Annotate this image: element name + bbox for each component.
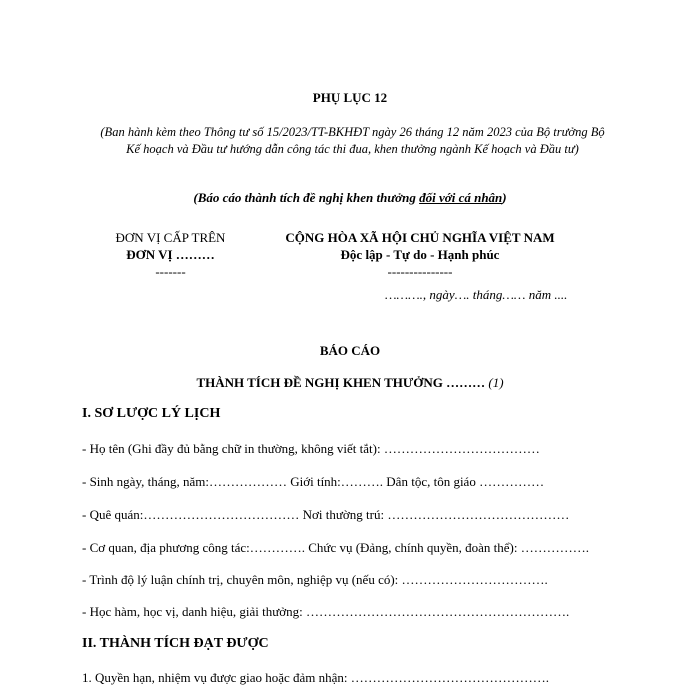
field-birth-gender-ethnicity: - Sinh ngày, tháng, năm:……………… Giới tính:………. Dân tộc, tôn giáo …………… bbox=[82, 474, 545, 489]
unit-name: ĐƠN VỊ ……… bbox=[126, 247, 215, 262]
issuance-note: (Ban hành kèm theo Thông tư số 15/2023/TT-BKHĐT ngày 26 tháng 12 năm 2023 của Bộ trưởng Bộ Kế hoạch và Đầu tư hướng dẫn công tác thi đua, khen thưởng ngành Kế hoạch và Đầu tư) bbox=[100, 125, 605, 156]
national-motto: Độc lập - Tự do - Hạnh phúc bbox=[340, 247, 500, 262]
section-1-heading: I. SƠ LƯỢC LÝ LỊCH bbox=[82, 406, 221, 421]
superior-unit: ĐƠN VỊ CẤP TRÊN bbox=[115, 230, 226, 245]
field-workplace-position: - Cơ quan, địa phương công tác:…………. Chức vụ (Đảng, chính quyền, đoàn thể): ……………. bbox=[82, 540, 589, 555]
report-subtitle-note: (1) bbox=[488, 375, 504, 390]
nation-name: CỘNG HÒA XÃ HỘI CHỦ NGHĨA VIỆT NAM bbox=[285, 230, 555, 245]
report-subtitle-text: THÀNH TÍCH ĐỀ NGHỊ KHEN THƯỞNG ……… bbox=[196, 375, 489, 390]
dateline: ………., ngày…. tháng…… năm .... bbox=[385, 287, 568, 302]
field-academic-titles: - Học hàm, học vị, danh hiệu, giải thưởng: ……………………………………………………. bbox=[82, 604, 570, 619]
report-title: BÁO CÁO bbox=[319, 343, 381, 358]
field-full-name: - Họ tên (Ghi đầy đủ bằng chữ in thường, không viết tắt): ……………………………… bbox=[82, 441, 540, 456]
report-form-prefix: (Báo cáo thành tích đề nghị khen thưởng bbox=[193, 190, 420, 205]
national-divider: --------------- bbox=[387, 264, 453, 279]
field-hometown-residence: - Quê quán:……………………………… Nơi thường trú: …………………………………… bbox=[82, 507, 570, 522]
report-subtitle bbox=[0, 375, 700, 391]
report-form-underlined: đối với cá nhân bbox=[419, 190, 503, 205]
unit-header bbox=[98, 229, 243, 280]
report-form-note bbox=[0, 190, 700, 206]
national-header bbox=[270, 229, 570, 280]
field-qualifications: - Trình độ lý luận chính trị, chuyên môn, nghiệp vụ (nếu có): ……………………………. bbox=[82, 572, 548, 587]
report-form-suffix: ) bbox=[502, 190, 507, 205]
field-duties: 1. Quyền hạn, nhiệm vụ được giao hoặc đảm nhận: ………………………………………. bbox=[82, 670, 550, 685]
appendix-title: PHỤ LỤC 12 bbox=[312, 90, 388, 105]
section-2-heading: II. THÀNH TÍCH ĐẠT ĐƯỢC bbox=[82, 636, 269, 651]
unit-divider: ------- bbox=[155, 264, 186, 279]
